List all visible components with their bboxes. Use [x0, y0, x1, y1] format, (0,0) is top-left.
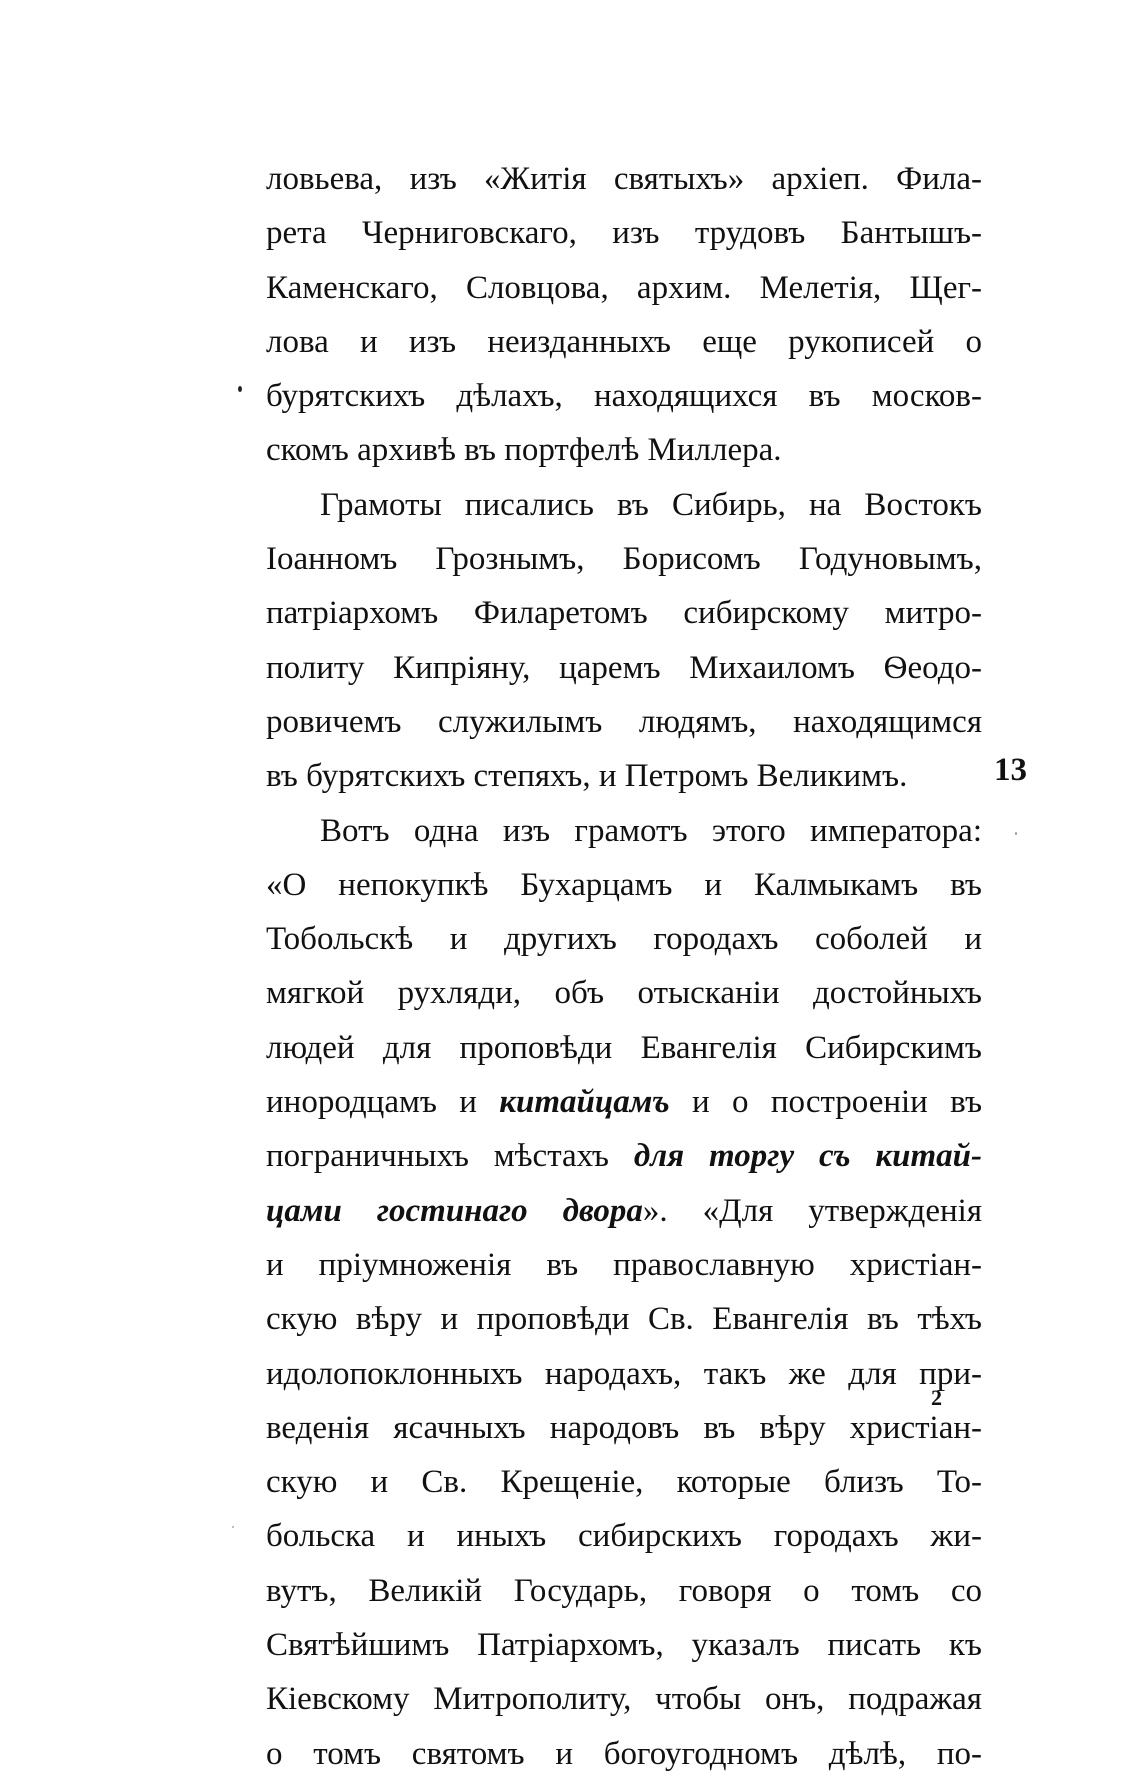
scan-speck [232, 1526, 234, 1528]
text-line: ловьева, изъ «Житія святыхъ» архіеп. Фила- [266, 161, 982, 197]
text-line: Святѣйшимъ Патріархомъ, указалъ писать къ [266, 1627, 982, 1664]
text-line: скомъ архивѣ въ портфелѣ Миллера. [266, 432, 782, 469]
body-text [266, 152, 982, 1781]
signature-mark: 2 [931, 1385, 942, 1410]
text-line: людей для проповѣди Евангелія Сибирскимъ [266, 1029, 982, 1066]
text-line: скую вѣру и проповѣди Св. Евангелія въ тѣхъ [266, 1301, 982, 1338]
text-line: въ бурятскихъ степяхъ, и Петромъ Великимъ. [266, 758, 908, 795]
text-segment: ». «Для утвержденія [642, 1192, 982, 1229]
italic-segment: цами гостинаго двора [266, 1192, 643, 1229]
text-line: веденія ясачныхъ народовъ въ вѣру христіан- [266, 1409, 982, 1446]
scan-speck [238, 386, 242, 392]
text-line: Грамоты писались въ Сибирь, на Востокъ [320, 486, 982, 523]
text-line: и пріумноженія въ православную христіан- [266, 1246, 982, 1283]
italic-segment: китайцамъ [499, 1084, 670, 1121]
text-line: Каменскаго, Словцова, архим. Мелетія, Щег- [266, 269, 982, 306]
text-line: бурятскихъ дѣлахъ, находящихся въ москов- [266, 378, 982, 415]
text-line: рета Черниговскаго, изъ трудовъ Бантышъ- [266, 215, 982, 252]
text-line: ровичемъ служилымъ людямъ, находящимся [266, 703, 982, 740]
text-line: идолопоклонныхъ народахъ, такъ же для при- [266, 1355, 982, 1392]
text-line: Кіевскому Митрополиту, чтобы онъ, подражая [266, 1681, 982, 1718]
text-segment: и о построеніи въ [669, 1084, 983, 1121]
text-line: «О непокупкѣ Бухарцамъ и Калмыкамъ въ [266, 866, 982, 903]
text-line [266, 1129, 982, 1183]
text-line: патріархомъ Филаретомъ сибирскому митро- [266, 595, 982, 632]
scan-speck [1015, 832, 1017, 835]
text-line [266, 1184, 982, 1238]
text-line: больска и иныхъ сибирскихъ городахъ жи- [266, 1518, 982, 1555]
text-line: скую и Св. Крещеніе, которые близъ То- [266, 1464, 982, 1501]
text-line: Іоанномъ Грознымъ, Борисомъ Годуновымъ, [266, 541, 982, 578]
text-segment: пограничныхъ мѣстахъ [266, 1138, 634, 1175]
text-line: Вотъ одна изъ грамотъ этого императора: [320, 812, 982, 849]
text-line: Тобольскѣ и другихъ городахъ соболей и [266, 921, 982, 958]
italic-segment: для торгу съ китай- [633, 1138, 983, 1175]
text-line [266, 1075, 982, 1129]
text-segment: инородцамъ и [266, 1084, 500, 1121]
text-line: о томъ святомъ и богоугодномъ дѣлѣ, по- [266, 1735, 982, 1772]
text-line: вутъ, Великій Государь, говоря о томъ со [266, 1572, 982, 1609]
margin-page-number: 13 [994, 752, 1027, 788]
text-line: мягкой рухляди, объ отысканіи достойныхъ [266, 975, 982, 1012]
text-line: лова и изъ неизданныхъ еще рукописей о [266, 323, 982, 360]
text-line: политу Кипріяну, царемъ Михаиломъ Ѳеодо- [266, 649, 982, 686]
